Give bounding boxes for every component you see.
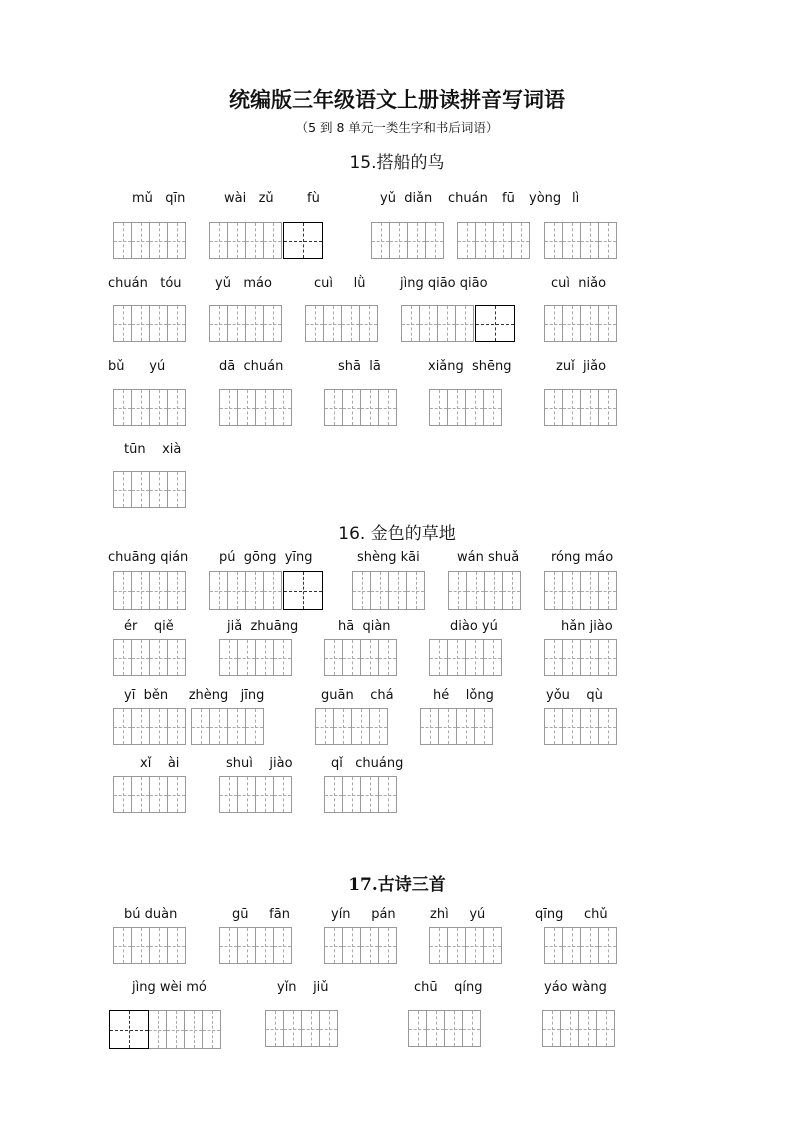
lesson-heading: 15.搭船的鸟	[349, 153, 445, 173]
pinyin-label: gū fān	[232, 907, 290, 922]
writing-grid[interactable]	[544, 389, 617, 426]
pinyin-label: lì	[572, 191, 580, 206]
writing-grid[interactable]	[324, 776, 397, 813]
writing-grid[interactable]	[113, 389, 186, 426]
pinyin-label: pú gōng yīng	[219, 550, 313, 565]
pinyin-label: qīng chǔ	[535, 907, 608, 922]
pinyin-label: bú duàn	[124, 907, 178, 922]
pinyin-label: zuǐ jiǎo	[556, 359, 607, 374]
pinyin-label: dā chuán	[219, 359, 284, 374]
pinyin-label: chuāng qián	[108, 550, 189, 565]
writing-grid[interactable]	[113, 639, 186, 676]
writing-grid[interactable]	[113, 471, 186, 508]
lesson-heading: 17.古诗三首	[348, 875, 446, 895]
pinyin-label: cuì lǜ	[314, 276, 366, 291]
pinyin-label: wài zǔ	[224, 191, 274, 206]
writing-grid[interactable]	[219, 389, 292, 426]
pinyin-label: xǐ ài	[140, 756, 180, 771]
page-title: 统编版三年级语文上册读拼音写词语	[229, 87, 565, 112]
pinyin-label: jìng wèi mó	[132, 980, 207, 995]
pinyin-label: róng máo	[551, 550, 614, 565]
writing-grid[interactable]	[352, 571, 425, 610]
writing-grid[interactable]	[113, 305, 186, 342]
writing-grid[interactable]	[448, 571, 521, 610]
pinyin-label: yǐn jiǔ	[277, 980, 329, 995]
writing-grid[interactable]	[113, 571, 186, 610]
writing-grid[interactable]	[191, 708, 264, 745]
pinyin-label: wán shuǎ	[457, 550, 520, 565]
pinyin-label: guān chá	[321, 688, 394, 703]
pinyin-label: mǔ qīn	[132, 191, 186, 206]
writing-grid[interactable]	[544, 305, 617, 342]
pinyin-label: jìng qiāo qiāo	[400, 276, 488, 291]
pinyin-label: fù	[307, 191, 320, 206]
writing-grid[interactable]	[305, 305, 378, 342]
pinyin-label: bǔ yú	[108, 359, 166, 374]
writing-grid[interactable]	[429, 927, 502, 964]
writing-grid[interactable]	[408, 1010, 481, 1047]
pinyin-label: chuán tóu	[108, 276, 182, 291]
pinyin-label: shuì jiào	[226, 756, 293, 771]
pinyin-label: chū qíng	[414, 980, 483, 995]
pinyin-label: zhì yú	[430, 907, 486, 922]
pinyin-label: xiǎng shēng	[428, 359, 512, 374]
writing-grid[interactable]	[109, 1010, 221, 1049]
writing-grid[interactable]	[219, 927, 292, 964]
writing-grid[interactable]	[209, 222, 323, 259]
writing-grid[interactable]	[371, 222, 444, 259]
pinyin-label: yáo wàng	[544, 980, 607, 995]
writing-grid[interactable]	[265, 1010, 338, 1047]
writing-grid[interactable]	[324, 389, 397, 426]
pinyin-label: jiǎ zhuāng	[227, 619, 299, 634]
writing-grid[interactable]	[544, 571, 617, 610]
writing-grid[interactable]	[219, 639, 292, 676]
writing-grid[interactable]	[542, 1010, 615, 1047]
writing-grid[interactable]	[544, 708, 617, 745]
pinyin-label: yín pán	[331, 907, 396, 922]
pinyin-label: hǎn jiào	[561, 619, 613, 634]
pinyin-label: ér qiě	[124, 619, 174, 634]
page-subtitle: （5 到 8 单元一类生字和书后词语）	[295, 120, 499, 135]
pinyin-label: yǔ diǎn	[380, 191, 433, 206]
writing-grid[interactable]	[113, 708, 186, 745]
writing-grid[interactable]	[219, 776, 292, 813]
writing-grid[interactable]	[457, 222, 530, 259]
pinyin-label: yòng	[529, 191, 562, 206]
pinyin-label: shèng kāi	[357, 550, 420, 565]
writing-grid[interactable]	[315, 708, 388, 745]
pinyin-label: fū	[502, 191, 515, 206]
writing-grid[interactable]	[429, 389, 502, 426]
pinyin-label: yǔ máo	[215, 276, 272, 291]
writing-grid[interactable]	[113, 222, 186, 259]
writing-grid[interactable]	[544, 222, 617, 259]
writing-grid[interactable]	[544, 927, 617, 964]
writing-grid[interactable]	[420, 708, 493, 745]
writing-grid[interactable]	[209, 571, 323, 610]
pinyin-label: yǒu qù	[546, 688, 603, 703]
pinyin-label: yī běn zhèng jīng	[124, 688, 265, 703]
pinyin-label: chuán	[448, 191, 488, 206]
writing-grid[interactable]	[429, 639, 502, 676]
writing-grid[interactable]	[401, 305, 515, 342]
writing-grid[interactable]	[113, 776, 186, 813]
pinyin-label: diào yú	[450, 619, 498, 634]
writing-grid[interactable]	[113, 927, 186, 964]
lesson-heading: 16. 金色的草地	[338, 524, 456, 544]
pinyin-label: hā qiàn	[338, 619, 391, 634]
pinyin-label: hé lǒng	[433, 688, 494, 703]
writing-grid[interactable]	[209, 305, 282, 342]
pinyin-label: tūn xià	[124, 442, 182, 457]
pinyin-label: qǐ chuáng	[331, 756, 404, 771]
pinyin-label: cuì niǎo	[551, 276, 607, 291]
writing-grid[interactable]	[324, 927, 397, 964]
writing-grid[interactable]	[544, 639, 617, 676]
pinyin-label: shā lā	[338, 359, 381, 374]
writing-grid[interactable]	[324, 639, 397, 676]
